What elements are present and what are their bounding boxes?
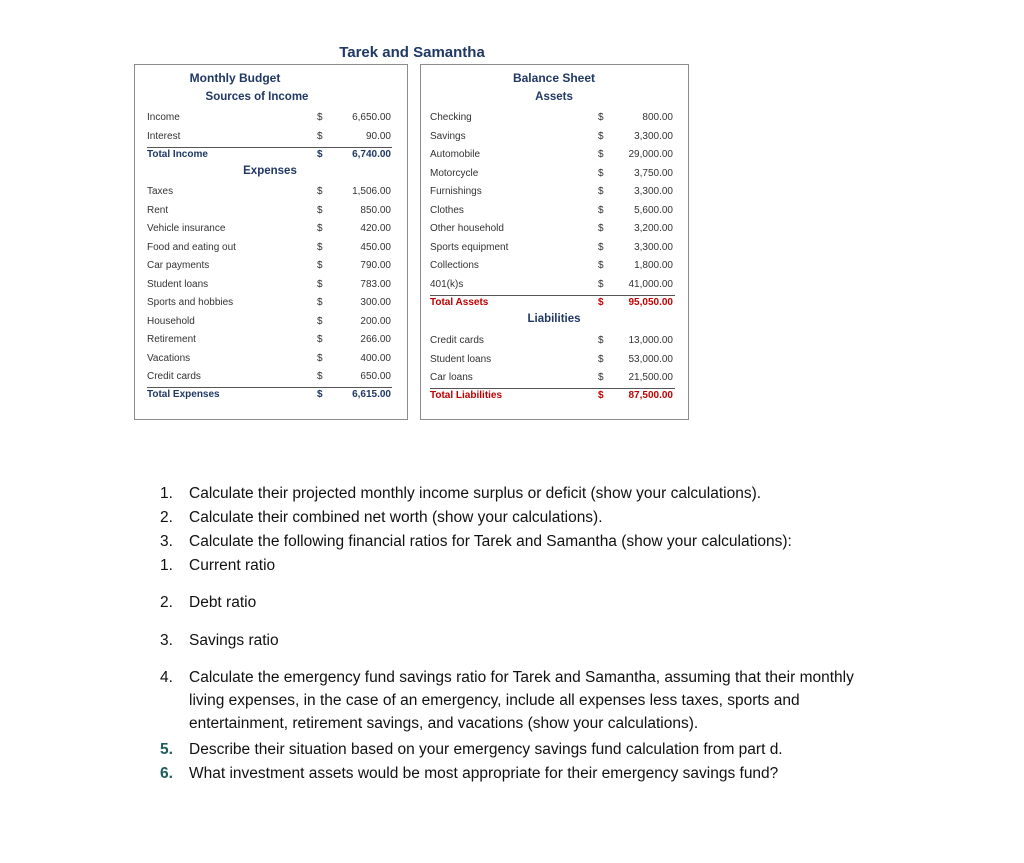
row-label: Furnishings bbox=[430, 186, 482, 197]
expense-row bbox=[135, 314, 407, 332]
row-value: 450.00 bbox=[360, 241, 391, 253]
row-label: Food and eating out bbox=[147, 241, 236, 253]
currency-symbol: $ bbox=[317, 149, 323, 160]
assets-heading: Assets bbox=[535, 91, 573, 103]
question-text: Debt ratio bbox=[189, 594, 257, 611]
row-label: Interest bbox=[147, 130, 181, 142]
expense-row bbox=[135, 277, 407, 295]
liability-row bbox=[421, 370, 688, 388]
row-label: Other household bbox=[430, 223, 504, 234]
row-value: 3,750.00 bbox=[634, 167, 673, 179]
currency-symbol: $ bbox=[598, 186, 604, 197]
expense-row bbox=[135, 240, 407, 258]
row-label: Total Liabilities bbox=[430, 390, 503, 401]
row-value: 41,000.00 bbox=[628, 278, 673, 290]
currency-symbol: $ bbox=[598, 149, 604, 160]
row-value: 90.00 bbox=[365, 130, 391, 142]
row-value: 5,600.00 bbox=[634, 204, 673, 216]
document-title: Tarek and Samantha bbox=[339, 44, 485, 61]
row-value: 783.00 bbox=[360, 278, 391, 290]
row-value: 300.00 bbox=[360, 297, 391, 308]
currency-symbol: $ bbox=[598, 112, 604, 123]
row-value: 95,050.00 bbox=[628, 297, 673, 308]
total-income-row bbox=[135, 147, 407, 165]
currency-symbol: $ bbox=[317, 260, 323, 271]
row-value: 266.00 bbox=[360, 334, 391, 345]
currency-symbol: $ bbox=[317, 315, 323, 327]
currency-symbol: $ bbox=[317, 204, 323, 216]
asset-row bbox=[421, 258, 688, 276]
total-expenses-row bbox=[135, 387, 407, 405]
row-value: 6,615.00 bbox=[352, 389, 391, 400]
row-label: Vehicle insurance bbox=[147, 223, 226, 234]
row-value: 53,000.00 bbox=[628, 353, 673, 365]
total-liabilities-row bbox=[421, 388, 688, 406]
row-label: Income bbox=[147, 112, 180, 123]
question-number: 1. bbox=[160, 557, 173, 574]
row-label: Retirement bbox=[147, 334, 196, 345]
question-number: 6. bbox=[160, 765, 173, 782]
income-row bbox=[135, 110, 407, 128]
expense-row bbox=[135, 351, 407, 369]
currency-symbol: $ bbox=[598, 353, 604, 365]
row-value: 13,000.00 bbox=[628, 335, 673, 346]
row-label: Sports equipment bbox=[430, 241, 509, 253]
row-value: 6,650.00 bbox=[352, 112, 391, 123]
row-value: 1,506.00 bbox=[352, 186, 391, 197]
asset-row bbox=[421, 129, 688, 147]
row-label: Student loans bbox=[430, 353, 492, 365]
currency-symbol: $ bbox=[598, 278, 604, 290]
expense-row bbox=[135, 332, 407, 350]
question-number: 3. bbox=[160, 533, 173, 550]
row-value: 21,500.00 bbox=[628, 372, 673, 383]
row-value: 850.00 bbox=[360, 204, 391, 216]
asset-row bbox=[421, 147, 688, 165]
currency-symbol: $ bbox=[317, 389, 323, 400]
expense-row bbox=[135, 203, 407, 221]
asset-row bbox=[421, 221, 688, 239]
liability-row bbox=[421, 333, 688, 351]
currency-symbol: $ bbox=[598, 335, 604, 346]
row-label: Vacations bbox=[147, 352, 191, 364]
liabilities-heading: Liabilities bbox=[527, 313, 581, 325]
row-label: Total Income bbox=[147, 149, 208, 160]
currency-symbol: $ bbox=[317, 278, 323, 290]
currency-symbol: $ bbox=[598, 297, 604, 308]
row-label: Student loans bbox=[147, 278, 209, 290]
expense-row bbox=[135, 295, 407, 313]
currency-symbol: $ bbox=[317, 241, 323, 253]
row-label: Clothes bbox=[430, 204, 464, 216]
question-text: Calculate the emergency fund savings ratio for Tarek and Samantha, assuming that their monthly living expenses, in the case of an emergency, include all expenses less taxes, sports and entertainment, retirement savings, and vacations (show your calculations). bbox=[189, 669, 854, 732]
row-label: Total Assets bbox=[430, 297, 489, 308]
currency-symbol: $ bbox=[317, 334, 323, 345]
expense-row bbox=[135, 221, 407, 239]
row-value: 790.00 bbox=[360, 260, 391, 271]
currency-symbol: $ bbox=[598, 167, 604, 179]
row-value: 3,300.00 bbox=[634, 241, 673, 253]
monthly-budget-panel bbox=[134, 64, 408, 420]
asset-row bbox=[421, 184, 688, 202]
asset-row bbox=[421, 110, 688, 128]
currency-symbol: $ bbox=[317, 112, 323, 123]
row-value: 400.00 bbox=[360, 352, 391, 364]
expense-row bbox=[135, 184, 407, 202]
question-text: Describe their situation based on your emergency savings fund calculation from part d. bbox=[189, 741, 783, 758]
currency-symbol: $ bbox=[598, 223, 604, 234]
question-number: 3. bbox=[160, 632, 173, 649]
row-label: Automobile bbox=[430, 149, 481, 160]
row-value: 200.00 bbox=[360, 315, 391, 327]
row-value: 87,500.00 bbox=[628, 390, 673, 401]
row-label: Total Expenses bbox=[147, 389, 220, 400]
expense-row bbox=[135, 369, 407, 387]
row-value: 6,740.00 bbox=[352, 149, 391, 160]
asset-row bbox=[421, 203, 688, 221]
question-number: 2. bbox=[160, 509, 173, 526]
balance-heading: Balance Sheet bbox=[512, 71, 596, 85]
row-label: Rent bbox=[147, 204, 169, 216]
currency-symbol: $ bbox=[598, 241, 604, 253]
currency-symbol: $ bbox=[317, 186, 323, 197]
question-text: Savings ratio bbox=[189, 632, 279, 649]
question-text: Calculate the following financial ratios for Tarek and Samantha (show your calculations): bbox=[189, 533, 792, 550]
question-text: Calculate their combined net worth (show your calculations). bbox=[189, 509, 603, 526]
row-label: Credit cards bbox=[430, 335, 484, 346]
asset-row bbox=[421, 166, 688, 184]
income-row bbox=[135, 129, 407, 147]
question-number: 5. bbox=[160, 741, 173, 758]
currency-symbol: $ bbox=[598, 390, 604, 401]
row-label: Household bbox=[147, 315, 195, 327]
row-value: 3,300.00 bbox=[634, 130, 673, 142]
currency-symbol: $ bbox=[317, 371, 323, 382]
asset-row bbox=[421, 277, 688, 295]
currency-symbol: $ bbox=[317, 130, 323, 142]
row-value: 420.00 bbox=[360, 223, 391, 234]
row-label: Car payments bbox=[147, 260, 210, 271]
row-value: 1,800.00 bbox=[634, 260, 673, 271]
expenses-heading: Expenses bbox=[243, 165, 297, 177]
question-number: 4. bbox=[160, 669, 173, 686]
row-label: Motorcycle bbox=[430, 167, 479, 179]
currency-symbol: $ bbox=[598, 260, 604, 271]
row-value: 800.00 bbox=[642, 112, 673, 123]
row-label: Car loans bbox=[430, 372, 473, 383]
question-text: Calculate their projected monthly income surplus or deficit (show your calculations). bbox=[189, 485, 762, 502]
currency-symbol: $ bbox=[317, 352, 323, 364]
expense-row bbox=[135, 258, 407, 276]
row-value: 29,000.00 bbox=[628, 149, 673, 160]
row-label: Savings bbox=[430, 130, 466, 142]
row-label: Taxes bbox=[147, 186, 174, 197]
currency-symbol: $ bbox=[317, 223, 323, 234]
total-assets-row bbox=[421, 295, 688, 313]
budget-heading: Monthly Budget bbox=[189, 71, 281, 85]
row-value: 650.00 bbox=[360, 371, 391, 382]
currency-symbol: $ bbox=[317, 297, 323, 308]
currency-symbol: $ bbox=[598, 372, 604, 383]
currency-symbol: $ bbox=[598, 204, 604, 216]
row-value: 3,300.00 bbox=[634, 186, 673, 197]
liability-row bbox=[421, 352, 688, 370]
row-label: 401(k)s bbox=[430, 278, 464, 290]
row-label: Credit cards bbox=[147, 371, 201, 382]
question-number: 2. bbox=[160, 594, 173, 611]
question-number: 1. bbox=[160, 485, 173, 502]
currency-symbol: $ bbox=[598, 130, 604, 142]
question-text: Current ratio bbox=[189, 557, 276, 574]
row-label: Sports and hobbies bbox=[147, 297, 234, 308]
income-subheading: Sources of Income bbox=[205, 91, 309, 103]
row-label: Collections bbox=[430, 260, 479, 271]
question-text: What investment assets would be most appropriate for their emergency savings fund? bbox=[189, 765, 779, 782]
balance-sheet-panel bbox=[420, 64, 689, 420]
asset-row bbox=[421, 240, 688, 258]
row-label: Checking bbox=[430, 112, 472, 123]
row-value: 3,200.00 bbox=[634, 223, 673, 234]
